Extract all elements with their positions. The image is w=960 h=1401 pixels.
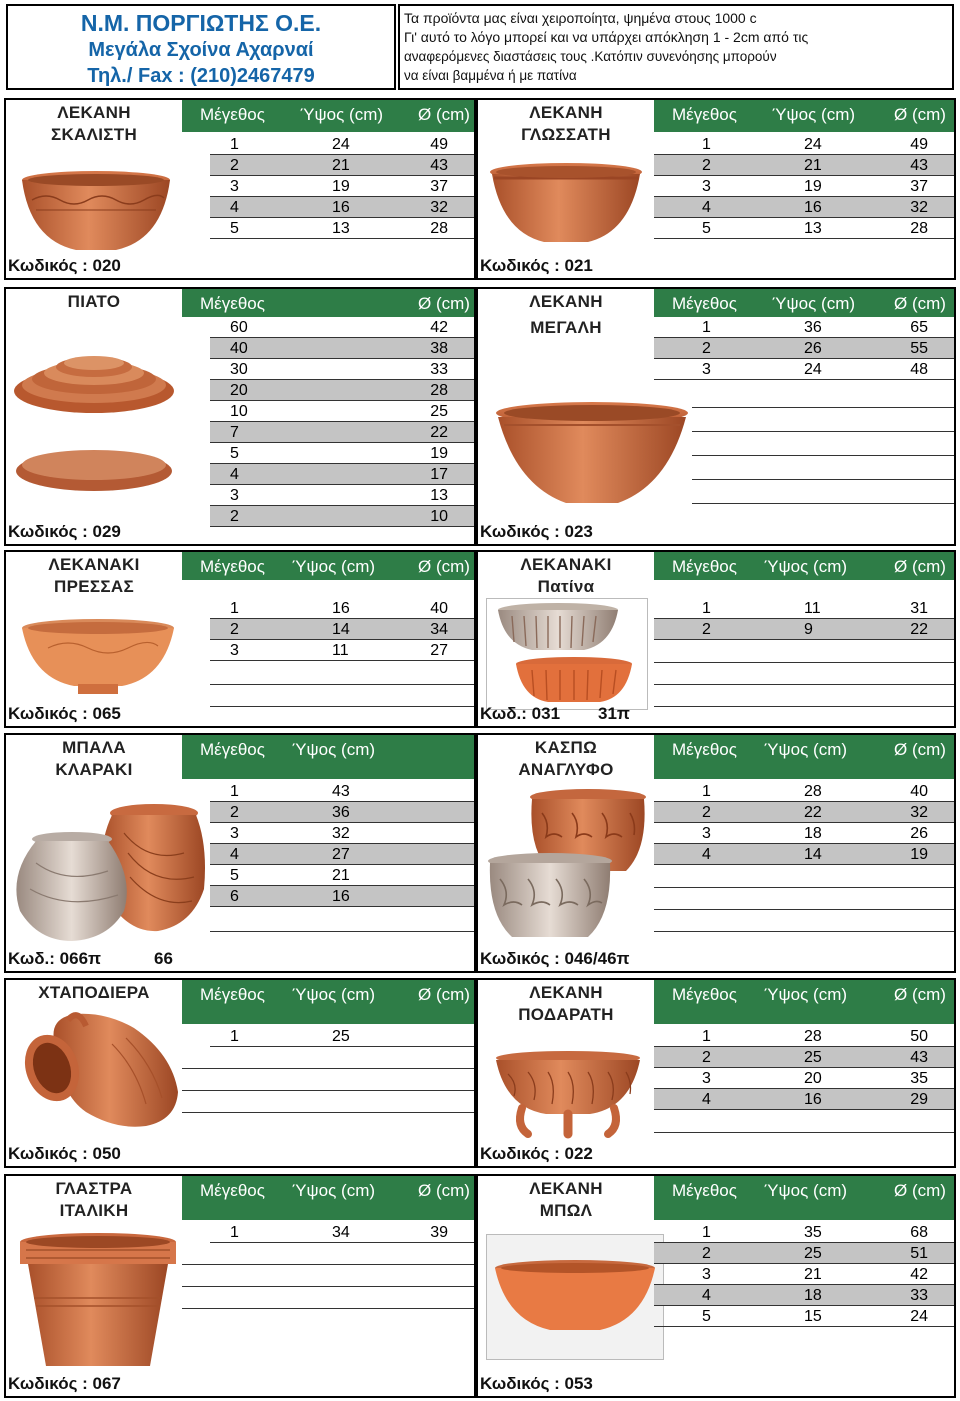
table-cell: 27: [430, 642, 448, 659]
table-cell: 37: [910, 178, 928, 195]
product-image: [492, 1050, 648, 1140]
table-cell: 2: [230, 804, 239, 821]
table-cell: 49: [430, 136, 448, 153]
product-panel-031: [476, 550, 956, 728]
table-cell: 19: [430, 445, 448, 462]
table-cell: 2: [702, 621, 711, 638]
size-table: [654, 598, 956, 640]
table-row: [210, 401, 476, 422]
table-cell: 11: [804, 600, 821, 617]
table-row: [210, 802, 476, 823]
product-code: Κωδικός : 050: [8, 1144, 121, 1163]
table-cell: 5: [230, 445, 239, 462]
product-code: Κωδικός : 020: [8, 256, 121, 275]
table-cell: 3: [702, 1266, 711, 1283]
table-cell: 1: [230, 1224, 239, 1241]
product-name: ΛΕΚΑΝΑΚΙ Πατίνα: [520, 555, 612, 596]
product-image: [492, 399, 692, 519]
table-cell: 1: [702, 1028, 711, 1045]
table-cell: 16: [332, 600, 350, 617]
table-cell: 1: [702, 1224, 711, 1241]
table-header: Μέγεθος Ύψος (cm) Ø (cm): [654, 1176, 956, 1220]
table-cell: 11: [332, 642, 349, 659]
product-panel-020: [4, 98, 476, 280]
product-name: ΛΕΚΑΝΗ ΠΟΔΑΡΑΤΗ: [518, 983, 614, 1024]
table-cell: 2: [702, 1049, 711, 1066]
table-cell: 43: [332, 783, 350, 800]
table-cell: 24: [910, 1308, 928, 1325]
table-header: Μέγεθος Ύψος (cm) Ø (cm): [182, 100, 476, 132]
table-cell: 21: [804, 157, 822, 174]
table-cell: 3: [702, 825, 711, 842]
table-header: Μέγεθος Ύψος (cm) Ø (cm): [654, 552, 956, 580]
table-cell: 2: [702, 804, 711, 821]
company-name: Ν.Μ. ΠΟΡΓΙΩΤΗΣ Ο.Ε.: [80, 10, 322, 36]
product-name: ΧΤΑΠΟΔΙΕΡΑ: [38, 983, 150, 1002]
size-table: [654, 1222, 956, 1327]
table-row: [654, 176, 956, 197]
table-row: [210, 1222, 476, 1243]
table-cell: 24: [804, 361, 822, 378]
table-cell: 20: [230, 382, 248, 399]
table-row: [654, 1222, 956, 1243]
product-panel-046: [476, 733, 956, 973]
table-row: [210, 506, 476, 527]
table-cell: 4: [702, 1287, 711, 1304]
table-cell: 3: [702, 1070, 711, 1087]
table-cell: 40: [430, 600, 448, 617]
product-image: [18, 618, 178, 698]
table-cell: 1: [230, 136, 239, 153]
table-header: Μέγεθος Ύψος (cm): [182, 735, 476, 779]
table-cell: 68: [910, 1224, 928, 1241]
table-cell: 4: [702, 846, 711, 863]
table-cell: 22: [804, 804, 822, 821]
table-cell: 29: [910, 1091, 928, 1108]
table-cell: 32: [910, 199, 928, 216]
table-cell: 21: [804, 1266, 822, 1283]
table-cell: 28: [430, 220, 448, 237]
table-row: [210, 317, 476, 338]
table-row: [210, 640, 476, 661]
table-cell: 2: [230, 508, 239, 525]
product-name: ΜΠΑΛΑ ΚΛΑΡΑΚΙ: [55, 738, 133, 779]
table-row: [210, 134, 476, 155]
table-cell: 16: [804, 199, 822, 216]
table-cell: 1: [702, 319, 711, 336]
product-image: [484, 787, 654, 951]
table-row: [210, 823, 476, 844]
product-name: ΛΕΚΑΝΗ ΓΛΩΣΣΑΤΗ: [521, 103, 611, 144]
size-table: [210, 781, 476, 907]
product-panel-029: [4, 287, 476, 546]
table-row: [654, 155, 956, 176]
size-table: [210, 1222, 476, 1243]
table-cell: 14: [804, 846, 822, 863]
table-cell: 10: [230, 403, 248, 420]
table-cell: 25: [430, 403, 448, 420]
product-image: [10, 341, 180, 507]
product-image: [16, 1008, 182, 1132]
table-row: [210, 218, 476, 239]
table-row: [654, 338, 956, 359]
size-table: [654, 781, 956, 865]
table-cell: 35: [910, 1070, 928, 1087]
table-cell: 2: [230, 157, 239, 174]
note-line: Γι' αυτό το λόγο μπορεί και να υπάρχει απόκληση 1 - 2cm από τις: [404, 29, 809, 45]
product-image: [18, 1232, 178, 1372]
table-row: [654, 1026, 956, 1047]
product-panel-021: [476, 98, 956, 280]
table-cell: 18: [804, 1287, 822, 1304]
table-row: [654, 844, 956, 865]
table-cell: 28: [910, 220, 928, 237]
table-cell: 3: [230, 178, 239, 195]
product-name: ΛΕΚΑΝΗ ΜΠΩΛ: [529, 1179, 603, 1220]
size-table: [654, 1026, 956, 1110]
table-row: [654, 1264, 956, 1285]
table-cell: 34: [332, 1224, 350, 1241]
product-code: Κωδικός : 053: [480, 1374, 593, 1393]
table-row: [654, 134, 956, 155]
table-cell: 31: [910, 600, 928, 617]
product-panel-066: [4, 733, 476, 973]
table-row: [654, 1068, 956, 1089]
product-code: Κωδικός : 029: [8, 522, 121, 541]
table-cell: 1: [230, 600, 239, 617]
note-line: να είναι βαμμένα ή με πατίνα: [404, 68, 577, 83]
table-cell: 48: [910, 361, 928, 378]
table-row: [210, 380, 476, 401]
table-header: Μέγεθος Ύψος (cm) Ø (cm): [654, 980, 956, 1024]
table-cell: 2: [702, 157, 711, 174]
size-table: [210, 1026, 476, 1047]
product-name: ΛΕΚΑΝΗ ΣΚΑΛΙΣΤΗ: [50, 103, 138, 144]
size-table: [210, 134, 476, 239]
table-row: [210, 359, 476, 380]
table-row: [654, 1306, 956, 1327]
product-panel-053: [476, 1174, 956, 1398]
table-cell: 1: [702, 136, 711, 153]
table-cell: 36: [804, 319, 822, 336]
table-cell: 19: [910, 846, 928, 863]
table-cell: 4: [702, 199, 711, 216]
product-panel-067: [4, 1174, 476, 1398]
table-cell: 24: [804, 136, 822, 153]
table-cell: 6: [230, 888, 239, 905]
company-address: Μεγάλα Σχοίνα Αχαρναί: [88, 39, 314, 61]
table-cell: 38: [430, 340, 448, 357]
product-name: ΚΑΣΠΩ ΑΝΑΓΛΥΦΟ: [518, 738, 614, 779]
table-cell: 21: [332, 867, 350, 884]
table-cell: 3: [230, 642, 239, 659]
table-cell: 43: [430, 157, 448, 174]
table-cell: 13: [332, 220, 350, 237]
table-cell: 34: [430, 621, 448, 638]
table-cell: 22: [430, 424, 448, 441]
product-image: [16, 168, 176, 258]
table-row: [654, 1243, 956, 1264]
table-row: [654, 823, 956, 844]
table-cell: 26: [804, 340, 822, 357]
table-cell: 2: [230, 621, 239, 638]
table-cell: 3: [702, 361, 711, 378]
table-header: Μέγεθος Ύψος (cm) Ø (cm): [654, 289, 956, 317]
size-table: [210, 317, 476, 527]
product-panel-065: [4, 550, 476, 728]
table-row: [210, 886, 476, 907]
table-cell: 28: [804, 1028, 822, 1045]
table-cell: 14: [332, 621, 350, 638]
table-row: [210, 422, 476, 443]
table-cell: 24: [332, 136, 350, 153]
table-header: Μέγεθος Ύψος (cm) Ø (cm): [182, 552, 476, 580]
table-cell: 7: [230, 424, 239, 441]
size-table: [654, 134, 956, 239]
table-cell: 5: [702, 220, 711, 237]
table-cell: 35: [804, 1224, 822, 1241]
product-panel-023: [476, 287, 956, 546]
table-cell: 55: [910, 340, 928, 357]
table-cell: 4: [230, 199, 239, 216]
table-cell: 9: [804, 621, 813, 638]
table-cell: 3: [230, 825, 239, 842]
table-cell: 3: [702, 178, 711, 195]
table-cell: 65: [910, 319, 928, 336]
table-row: [654, 317, 956, 338]
table-row: [654, 359, 956, 380]
table-row: [654, 598, 956, 619]
product-name: ΛΕΚΑΝΗ ΜΕΓΑΛΗ: [529, 292, 603, 337]
table-cell: 28: [804, 783, 822, 800]
product-code: Κωδικός : 023: [480, 522, 593, 541]
table-cell: 50: [910, 1028, 928, 1045]
table-cell: 20: [804, 1070, 822, 1087]
table-cell: 4: [702, 1091, 711, 1108]
note-line: αναφερόμενες διαστάσεις τους .Κατόπιν συνενόησης μπορούν: [404, 49, 777, 64]
table-cell: 25: [804, 1049, 822, 1066]
table-cell: 13: [804, 220, 822, 237]
table-header: Μέγεθος Ø (cm): [182, 289, 476, 317]
table-cell: 60: [230, 319, 248, 336]
table-header: Μέγεθος Ύψος (cm) Ø (cm): [182, 980, 476, 1024]
table-cell: 13: [430, 487, 448, 504]
table-cell: 1: [230, 783, 239, 800]
note-line: Τα προϊόντα μας είναι χειροποίητα, ψημένα στους 1000 c: [404, 10, 757, 26]
table-row: [654, 781, 956, 802]
table-cell: 27: [332, 846, 350, 863]
table-cell: 51: [910, 1245, 928, 1262]
table-cell: 37: [430, 178, 448, 195]
table-cell: 32: [430, 199, 448, 216]
table-row: [210, 176, 476, 197]
table-cell: 42: [910, 1266, 928, 1283]
table-cell: 21: [332, 157, 350, 174]
table-row: [210, 338, 476, 359]
table-cell: 28: [430, 382, 448, 399]
product-code: Κωδικός : 021: [480, 256, 593, 275]
table-cell: 1: [702, 600, 711, 617]
table-row: [654, 218, 956, 239]
product-name: ΓΛΑΣΤΡΑ ΙΤΑΛΙΚΗ: [55, 1179, 133, 1220]
company-phone: Τηλ./ Fax : (210)2467479: [87, 65, 315, 87]
table-row: [654, 1047, 956, 1068]
table-cell: 4: [230, 466, 239, 483]
table-row: [654, 1089, 956, 1110]
table-row: [654, 1285, 956, 1306]
product-code: Κωδικός : 046/46π: [480, 949, 630, 968]
product-image: [492, 602, 642, 706]
table-cell: 2: [702, 340, 711, 357]
table-cell: 32: [332, 825, 350, 842]
table-cell: 26: [910, 825, 928, 842]
product-image: [492, 1260, 658, 1340]
table-cell: 5: [230, 867, 239, 884]
table-header: Μέγεθος Ύψος (cm) Ø (cm): [182, 1176, 476, 1220]
table-cell: 2: [702, 1245, 711, 1262]
table-row: [210, 485, 476, 506]
table-cell: 5: [702, 1308, 711, 1325]
product-note: [398, 4, 954, 90]
table-row: [210, 155, 476, 176]
product-panel-050: [4, 978, 476, 1168]
table-cell: 32: [910, 804, 928, 821]
table-cell: 16: [332, 888, 350, 905]
table-cell: 10: [430, 508, 448, 525]
table-cell: 40: [910, 783, 928, 800]
table-row: [210, 464, 476, 485]
table-cell: 49: [910, 136, 928, 153]
product-code: Κωδικός : 067: [8, 1374, 121, 1393]
table-cell: 3: [230, 487, 239, 504]
table-cell: 19: [332, 178, 350, 195]
table-row: [654, 619, 956, 640]
table-cell: 1: [230, 1028, 239, 1045]
table-row: [210, 197, 476, 218]
table-cell: 4: [230, 846, 239, 863]
table-cell: 18: [804, 825, 822, 842]
table-row: [210, 1026, 476, 1047]
table-cell: 43: [910, 157, 928, 174]
table-cell: 19: [804, 178, 822, 195]
product-panel-022: [476, 978, 956, 1168]
table-cell: 33: [910, 1287, 928, 1304]
company-header: [6, 4, 396, 90]
table-cell: 16: [332, 199, 350, 216]
size-table: [210, 598, 476, 661]
table-row: [654, 802, 956, 823]
table-header: Μέγεθος Ύψος (cm) Ø (cm): [654, 735, 956, 779]
table-row: [210, 443, 476, 464]
table-cell: 43: [910, 1049, 928, 1066]
table-row: [654, 197, 956, 218]
table-row: [210, 598, 476, 619]
table-cell: 36: [332, 804, 350, 821]
table-cell: 42: [430, 319, 448, 336]
table-cell: 17: [430, 466, 448, 483]
table-row: [210, 781, 476, 802]
table-cell: 30: [230, 361, 248, 378]
product-code: Κωδ.: 066π 66: [8, 949, 173, 968]
table-cell: 1: [702, 783, 711, 800]
table-row: [210, 844, 476, 865]
table-cell: 40: [230, 340, 248, 357]
table-row: [210, 619, 476, 640]
product-code: Κωδικός : 065: [8, 704, 121, 723]
product-code: Κωδ.: 031 31π: [480, 704, 630, 723]
table-cell: 22: [910, 621, 928, 638]
product-name: ΛΕΚΑΝΑΚΙ ΠΡΕΣΣΑΣ: [48, 555, 140, 596]
product-image: [486, 162, 646, 252]
table-cell: 25: [804, 1245, 822, 1262]
product-name: ΠΙΑΤΟ: [67, 292, 121, 311]
table-row: [210, 865, 476, 886]
product-code: Κωδικός : 022: [480, 1144, 593, 1163]
table-header: Μέγεθος Ύψος (cm) Ø (cm): [654, 100, 956, 132]
table-cell: 33: [430, 361, 448, 378]
table-cell: 5: [230, 220, 239, 237]
product-image: [8, 793, 208, 953]
table-cell: 15: [804, 1308, 822, 1325]
table-cell: 39: [430, 1224, 448, 1241]
table-cell: 16: [804, 1091, 822, 1108]
size-table: [654, 317, 956, 380]
table-cell: 25: [332, 1028, 350, 1045]
